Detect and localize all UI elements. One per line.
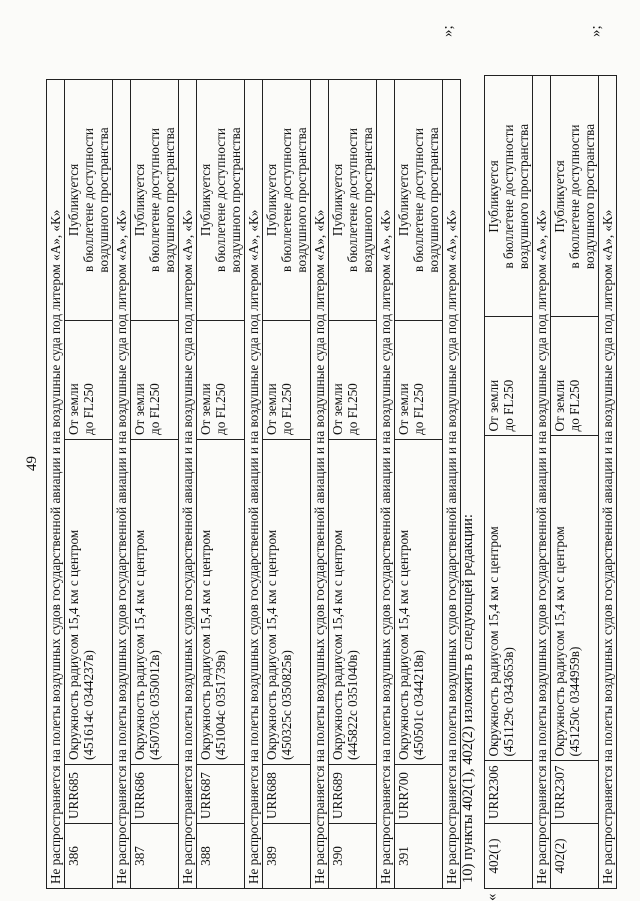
publication-line: в бюллетене доступности [213,128,228,272]
note-row [599,76,617,889]
limits-line: От земли [198,383,213,435]
description-line: Окружность радиусом 15,4 км с центром [66,529,81,760]
publication-line: Публикуется [396,163,411,237]
publication-line: воздушного пространства [294,127,309,273]
note-text: Не распространяется на полеты воздушных судов государственной авиации и на воздушные суда под литером «А», «К» [443,80,461,889]
closing-quote-2: »; [588,25,604,37]
publication-line: в бюллетене доступности [501,124,516,269]
description-line: Окружность радиусом 15,4 км с центром [132,529,147,760]
note-row [47,80,65,889]
amendment-intro: 10) пункты 402(1), 402(2) изложить в следующей редакции: [460,514,476,883]
note-text: Не распространяется на полеты воздушных судов государственной авиации и на воздушные суда под литером «А», «К» [47,80,65,889]
vertical-limits [485,317,533,436]
description-line: (450501с 0344218в) [411,650,426,760]
publication-line: Публикуется [264,163,279,237]
zone-description [65,440,113,765]
table-row [131,80,179,889]
item-number: 389 [263,824,311,889]
note-text: Не распространяется на полеты воздушных судов государственной авиации и на воздушные суда под литером «А», «К» [113,80,131,889]
zone-code: URR2306 [485,761,533,824]
limits-line: От земли [66,383,81,435]
table-row [485,76,533,889]
zone-description [263,440,311,765]
limits-line: От земли [552,379,567,432]
publication-line: Публикуется [552,160,567,233]
publication-line: воздушного пространства [96,127,111,273]
publication-line: в бюллетене доступности [567,124,582,269]
zone-code: URR689 [329,765,377,824]
description-line: Окружность радиусом 15,4 км с центром [198,529,213,760]
zone-description [197,440,245,765]
limits-line: От земли [264,383,279,435]
limits-line: до FL250 [501,379,516,432]
zone-code: URR688 [263,765,311,824]
zone-description [131,440,179,765]
item-number: 391 [395,824,443,889]
item-number: 387 [131,824,179,889]
note-row [311,80,329,889]
note-row [245,80,263,889]
publication-line: в бюллетене доступности [345,128,360,272]
zone-code: URR700 [395,765,443,824]
note-text: Не распространяется на полеты воздушных судов государственной авиации и на воздушные суда под литером «А», «К» [377,80,395,889]
publication-info [329,80,377,321]
table-row [329,80,377,889]
item-number: 388 [197,824,245,889]
zone-code: URR685 [65,765,113,824]
publication-line: Публикуется [66,163,81,237]
publication-line: воздушного пространства [360,127,375,273]
table-row [551,76,599,889]
table-row [395,80,443,889]
limits-line: до FL250 [147,383,162,435]
description-line: Окружность радиусом 15,4 км с центром [330,529,345,760]
description-line: (451250с 0344959в) [567,646,582,757]
airspace-table-main [46,79,461,889]
publication-info [65,80,113,321]
limits-line: От земли [330,383,345,435]
table-row [263,80,311,889]
closing-quote-1: »; [440,25,456,37]
vertical-limits [263,321,311,440]
limits-line: От земли [396,383,411,435]
table-row [65,80,113,889]
vertical-limits [65,321,113,440]
publication-info [263,80,311,321]
publication-line: Публикуется [198,163,213,237]
limits-line: до FL250 [345,383,360,435]
vertical-limits [329,321,377,440]
note-row [377,80,395,889]
publication-line: воздушного пространства [228,127,243,273]
publication-line: воздушного пространства [162,127,177,273]
limits-line: до FL250 [279,383,294,435]
item-number: 386 [65,824,113,889]
description-line: (450703с 0350012в) [147,650,162,760]
note-text: Не распространяется на полеты воздушных судов государственной авиации и на воздушные суда под литером «А», «К» [311,80,329,889]
note-row [443,80,461,889]
publication-line: воздушного пространства [516,123,531,270]
description-line: Окружность радиусом 15,4 км с центром [264,529,279,760]
vertical-limits [131,321,179,440]
limits-line: до FL250 [411,383,426,435]
publication-info [551,76,599,317]
description-line: Окружность радиусом 15,4 км с центром [396,529,411,760]
zone-description [485,436,533,761]
description-line: (451129с 0343653в) [501,647,516,757]
description-line: (451614с 0344237в) [81,650,96,760]
note-text: Не распространяется на полеты воздушных судов государственной авиации и на воздушные суда под литером «А», «К» [179,80,197,889]
airspace-table-amended [484,76,617,890]
description-line: Окружность радиусом 15,4 км с центром [486,526,501,757]
publication-line: в бюллетене доступности [81,128,96,272]
publication-info [131,80,179,321]
zone-code: URR687 [197,765,245,824]
note-row [179,80,197,889]
publication-info [197,80,245,321]
publication-info [395,80,443,321]
vertical-limits [551,317,599,436]
publication-line: воздушного пространства [426,127,441,273]
note-row [533,76,551,889]
opening-quote: « [484,893,500,901]
limits-line: до FL250 [567,379,582,432]
note-text: Не распространяется на полеты воздушных судов государственной авиации и на воздушные суда под литером «А», «К» [245,80,263,889]
vertical-limits [395,321,443,440]
zone-description [395,440,443,765]
description-line: Окружность радиусом 15,4 км с центром [552,526,567,757]
publication-line: в бюллетене доступности [279,128,294,272]
item-number: 402(1) [485,824,533,889]
limits-line: От земли [132,383,147,435]
zone-description [551,436,599,761]
note-row [113,80,131,889]
table-row [197,80,245,889]
vertical-limits [197,321,245,440]
zone-description [329,440,377,765]
item-number: 402(2) [551,824,599,889]
publication-line: Публикуется [330,163,345,237]
description-line: (451004с 0351739в) [213,650,228,760]
limits-line: до FL250 [81,383,96,435]
note-text: Не распространяется на полеты воздушных судов государственной авиации и на воздушные суда под литером «А», «К» [533,76,551,889]
zone-code: URR2307 [551,761,599,824]
publication-info [485,76,533,317]
publication-line: Публикуется [132,163,147,237]
page-number: 49 [24,456,40,471]
note-text: Не распространяется на полеты воздушных судов государственной авиации и на воздушные суда под литером «А», «К» [599,76,617,889]
publication-line: воздушного пространства [582,123,597,270]
publication-line: в бюллетене доступности [147,128,162,272]
limits-line: до FL250 [213,383,228,435]
limits-line: От земли [486,379,501,432]
zone-code: URR686 [131,765,179,824]
publication-line: в бюллетене доступности [411,128,426,272]
description-line: (450325с 0350825в) [279,650,294,760]
item-number: 390 [329,824,377,889]
publication-line: Публикуется [486,160,501,233]
description-line: (445822с 0351040в) [345,650,360,760]
